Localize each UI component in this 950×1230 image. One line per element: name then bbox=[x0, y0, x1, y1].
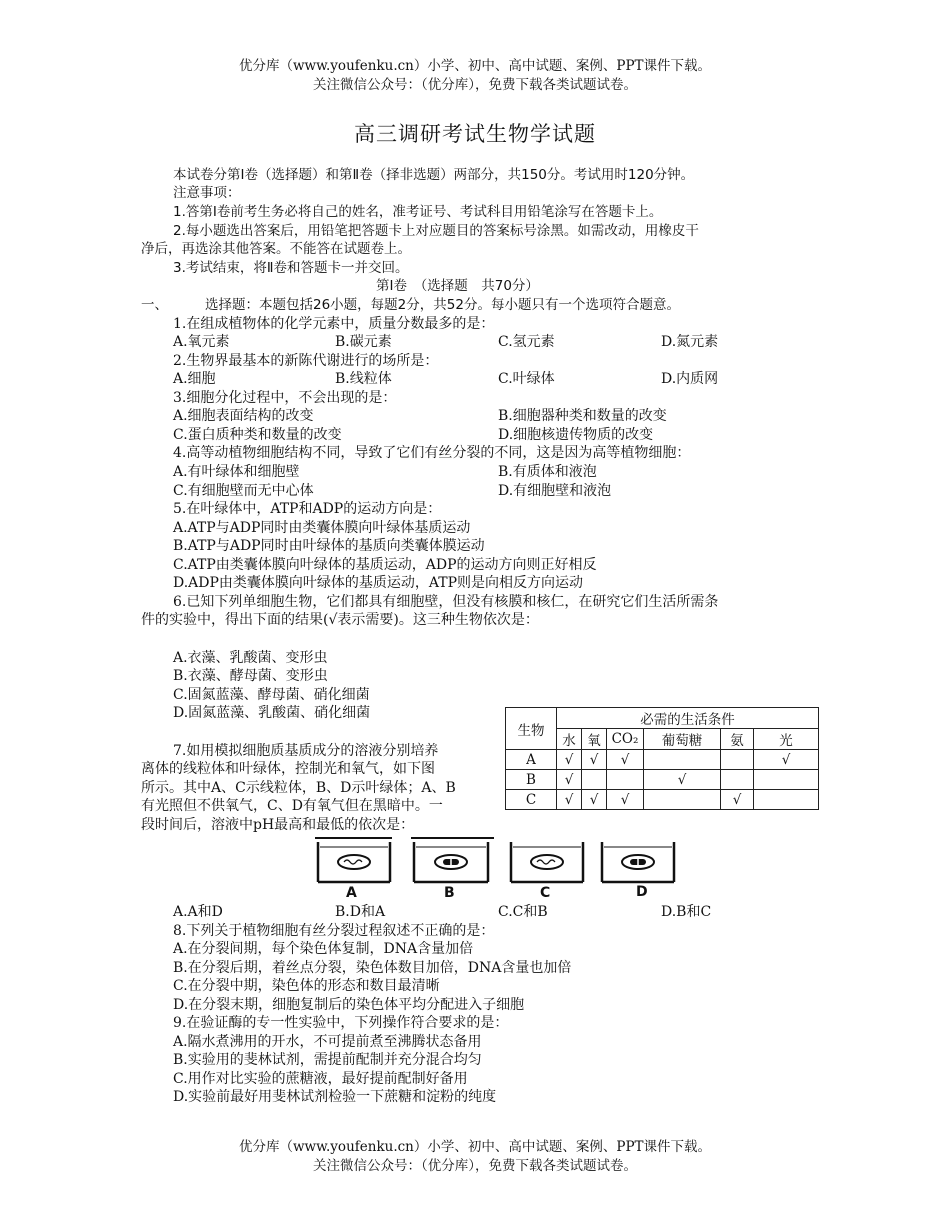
table-cell: √ bbox=[754, 750, 819, 770]
table-row bbox=[506, 750, 819, 770]
q1-option-c: C.氢元素 bbox=[498, 334, 555, 350]
q3-option-a: A.细胞表面结构的改变 bbox=[173, 408, 314, 424]
beaker-c bbox=[507, 834, 589, 886]
q2-option-a: A.细胞 bbox=[173, 371, 216, 387]
q2-option-b: B.线粒体 bbox=[335, 371, 392, 387]
page-header-line2: 关注微信公众号：（优分库），免费下载各类试题试卷。 bbox=[313, 77, 637, 93]
q7-option-c: C.C和B bbox=[498, 904, 548, 920]
q4-option-c: C.有细胞壁而无中心体 bbox=[173, 483, 314, 499]
table-subheader-cell: 葡萄糖 bbox=[644, 729, 721, 750]
page-title: 高三调研考试生物学试题 bbox=[354, 122, 596, 146]
beaker-label-b: B bbox=[444, 885, 455, 901]
section-heading: 第Ⅰ卷 （选择题 共70分） bbox=[376, 278, 539, 294]
q4-option-d: D.有细胞壁和液泡 bbox=[498, 483, 612, 499]
table-header-conditions: 必需的生活条件 bbox=[557, 708, 819, 729]
q3-option-c: C.蛋白质种类和数量的改变 bbox=[173, 427, 342, 443]
page-footer-line2: 关注微信公众号：（优分库），免费下载各类试题试卷。 bbox=[313, 1158, 637, 1174]
conditions-table bbox=[505, 707, 819, 810]
q5-option-a: A.ATP与ADP同时由类囊体膜向叶绿体基质运动 bbox=[173, 520, 471, 536]
q9-option-c: C.用作对比实验的蔗糖液，最好提前配制好备用 bbox=[173, 1071, 468, 1087]
table-row bbox=[506, 790, 819, 810]
table-cell bbox=[607, 770, 644, 790]
q2-option-c: C.叶绿体 bbox=[498, 371, 555, 387]
question-5-stem: 5.在叶绿体中，ATP和ADP的运动方向是： bbox=[173, 501, 442, 517]
note-2-cont: 净后，再选涂其他答案。不能答在试题卷上。 bbox=[141, 241, 411, 257]
q9-option-a: A.隔水煮沸用的开水，不可提前煮至沸腾状态备用 bbox=[173, 1034, 482, 1050]
page-footer-line1: 优分库（www.youfenku.cn）小学、初中、高中试题、案例、PPT课件下载。 bbox=[238, 1139, 712, 1155]
table-cell bbox=[644, 790, 721, 810]
note-3: 3.考试结束，将Ⅱ卷和答题卡一并交回。 bbox=[173, 260, 409, 276]
q6-option-c: C.固氮蓝藻、酵母菌、硝化细菌 bbox=[173, 687, 370, 703]
table-subheader-cell: 氨 bbox=[721, 729, 754, 750]
q1-option-d: D.氮元素 bbox=[661, 334, 719, 350]
table-cell: √ bbox=[721, 790, 754, 810]
note-2: 2.每小题选出答案后，用铅笔把答题卡上对应题目的答案标号涂黑。如需改动，用橡皮干 bbox=[173, 223, 699, 239]
table-cell: √ bbox=[644, 770, 721, 790]
question-6-stem-cont: 件的实验中，得出下面的结果(√表示需要)。这三种生物依次是： bbox=[141, 612, 539, 628]
question-2-stem: 2.生物界最基本的新陈代谢进行的场所是： bbox=[173, 353, 439, 369]
q8-option-d: D.在分裂末期，细胞复制后的染色体平均分配进入子细胞 bbox=[173, 997, 525, 1013]
table-subheader-cell: CO₂ bbox=[607, 729, 644, 750]
q6-option-a: A.衣藻、乳酸菌、变形虫 bbox=[173, 650, 328, 666]
question-7-stem-cont: 有光照但不供氧气，C、D有氧气但在黑暗中。一 bbox=[141, 798, 443, 814]
table-cell: √ bbox=[557, 790, 582, 810]
table-cell: √ bbox=[582, 750, 607, 770]
table-cell bbox=[582, 770, 607, 790]
q4-option-b: B.有质体和液泡 bbox=[498, 464, 597, 480]
part-description: 选择题：本题包括26小题，每题2分，共52分。每小题只有一个选项符合题意。 bbox=[205, 297, 680, 313]
q7-option-b: B.D和A bbox=[335, 904, 386, 920]
table-cell: √ bbox=[557, 750, 582, 770]
page-header-line1: 优分库（www.youfenku.cn）小学、初中、高中试题、案例、PPT课件下载。 bbox=[238, 58, 712, 74]
beaker-a bbox=[314, 834, 396, 886]
table-cell bbox=[754, 790, 819, 810]
q9-option-d: D.实验前最好用斐林试剂检验一下蔗糖和淀粉的纯度 bbox=[173, 1089, 497, 1105]
table-row-name: A bbox=[506, 750, 557, 770]
beaker-d bbox=[598, 834, 680, 886]
table-cell: √ bbox=[582, 790, 607, 810]
question-7-stem-cont: 离体的线粒体和叶绿体，控制光和氧气，如下图 bbox=[141, 761, 435, 777]
q3-option-b: B.细胞器种类和数量的改变 bbox=[498, 408, 667, 424]
q5-option-d: D.ADP由类囊体膜向叶绿体的基质运动，ATP则是向相反方向运动 bbox=[173, 575, 584, 591]
q2-option-d: D.内质网 bbox=[661, 371, 719, 387]
q8-option-a: A.在分裂间期，每个染色体复制，DNA含量加倍 bbox=[173, 941, 474, 957]
q4-option-a: A.有叶绿体和细胞壁 bbox=[173, 464, 300, 480]
table-subheader-cell: 光 bbox=[754, 729, 819, 750]
beaker-b bbox=[410, 834, 496, 886]
question-7-stem-cont: 所示。其中A、C示线粒体，B、D示叶绿体；A、B bbox=[141, 780, 456, 796]
q7-option-a: A.A和D bbox=[173, 904, 223, 920]
note-1: 1.答第Ⅰ卷前考生务必将自己的姓名，准考证号、考试科目用铅笔涂写在答题卡上。 bbox=[173, 204, 663, 220]
question-8-stem: 8.下列关于植物细胞有丝分裂过程叙述不正确的是： bbox=[173, 923, 495, 939]
q6-option-b: B.衣藻、酵母菌、变形虫 bbox=[173, 668, 328, 684]
q5-option-c: C.ATP由类囊体膜向叶绿体的基质运动，ADP的运动方向则正好相反 bbox=[173, 557, 597, 573]
table-subheader-cell: 氧 bbox=[582, 729, 607, 750]
question-4-stem: 4.高等动植物细胞结构不同，导致了它们有丝分裂的不同，这是因为高等植物细胞： bbox=[173, 445, 691, 461]
table-subheader-cell: 水 bbox=[557, 729, 582, 750]
table-row-name: C bbox=[506, 790, 557, 810]
question-7-stem: 7.如用模拟细胞质基质成分的溶液分别培养 bbox=[173, 743, 439, 759]
table-cell bbox=[754, 770, 819, 790]
q6-option-d: D.固氮蓝藻、乳酸菌、硝化细菌 bbox=[173, 705, 371, 721]
part-number: 一、 bbox=[141, 297, 168, 313]
question-7-stem-cont: 段时间后，溶液中pH最高和最低的依次是： bbox=[141, 817, 415, 833]
beaker-label-d: D bbox=[636, 884, 648, 900]
table-header-row bbox=[506, 708, 819, 729]
question-1-stem: 1.在组成植物体的化学元素中，质量分数最多的是： bbox=[173, 316, 495, 332]
beaker-label-a: A bbox=[346, 885, 357, 901]
table-cell: √ bbox=[607, 750, 644, 770]
q8-option-c: C.在分裂中期，染色体的形态和数目最清晰 bbox=[173, 978, 440, 994]
question-3-stem: 3.细胞分化过程中，不会出现的是： bbox=[173, 390, 397, 406]
table-cell bbox=[644, 750, 721, 770]
table-header-organism: 生物 bbox=[506, 708, 557, 750]
table-cell: √ bbox=[607, 790, 644, 810]
table-row-name: B bbox=[506, 770, 557, 790]
q1-option-a: A.氧元素 bbox=[173, 334, 230, 350]
q9-option-b: B.实验用的斐林试剂，需提前配制并充分混合均匀 bbox=[173, 1052, 482, 1068]
intro-text: 本试卷分第Ⅰ卷（选择题）和第Ⅱ卷（择非选题）两部分，共150分。考试用时120分钟。 bbox=[173, 167, 695, 183]
beaker-label-c: C bbox=[540, 885, 551, 901]
q8-option-b: B.在分裂后期，着丝点分裂，染色体数目加倍，DNA含量也加倍 bbox=[173, 960, 572, 976]
q1-option-b: B.碳元素 bbox=[335, 334, 392, 350]
table-cell: √ bbox=[557, 770, 582, 790]
q7-option-d: D.B和C bbox=[661, 904, 712, 920]
table-cell bbox=[721, 750, 754, 770]
q5-option-b: B.ATP与ADP同时由叶绿体的基质向类囊体膜运动 bbox=[173, 538, 485, 554]
table-cell bbox=[721, 770, 754, 790]
table-row bbox=[506, 770, 819, 790]
notes-title: 注意事项： bbox=[173, 185, 241, 201]
q3-option-d: D.细胞核遗传物质的改变 bbox=[498, 427, 654, 443]
question-6-stem: 6.已知下列单细胞生物，它们都具有细胞壁，但没有核膜和核仁，在研究它们生活所需条 bbox=[173, 594, 719, 610]
question-9-stem: 9.在验证酶的专一性实验中，下列操作符合要求的是： bbox=[173, 1015, 509, 1031]
